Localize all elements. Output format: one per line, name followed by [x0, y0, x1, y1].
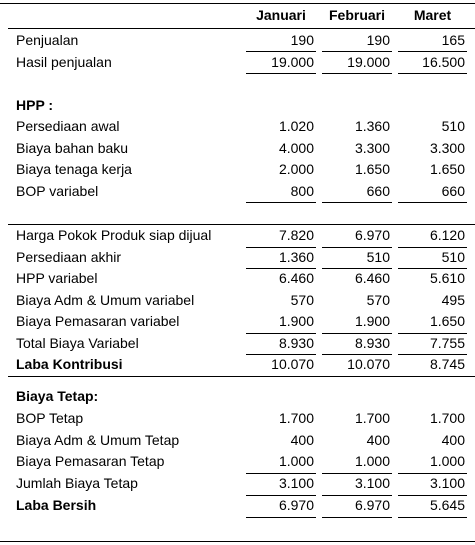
- table-row: [0, 138, 475, 160]
- cell-februari: 3.100: [354, 475, 390, 491]
- row-label: BOP variabel: [16, 182, 99, 199]
- cell-maret: 1.700: [429, 410, 465, 426]
- section-heading-hpp: HPP :: [16, 96, 54, 113]
- table-row: [0, 451, 475, 473]
- header-februari: Februari: [328, 7, 385, 23]
- cell-januari: 2.000: [278, 161, 314, 177]
- cell-februari: 6.460: [354, 270, 390, 286]
- cell-januari: 1.020: [278, 118, 314, 134]
- cell-maret: 3.300: [429, 139, 465, 156]
- table-row: [0, 311, 475, 333]
- cell-maret: 510: [441, 118, 465, 134]
- cell-januari: 1.700: [278, 410, 314, 426]
- table-row: [0, 333, 475, 355]
- cell-maret: 400: [441, 431, 465, 448]
- cell-februari: 400: [366, 431, 390, 448]
- cell-februari: 190: [366, 32, 390, 48]
- total-line: [246, 517, 316, 518]
- cell-maret: 510: [441, 248, 465, 265]
- table-row: [0, 73, 475, 95]
- cell-februari: 570: [366, 291, 390, 308]
- cell-februari: 1.700: [354, 410, 390, 426]
- cell-januari: 6.460: [278, 270, 314, 286]
- row-label: Biaya Pemasaran variabel: [16, 313, 180, 329]
- total-line: [398, 517, 467, 518]
- cell-januari: 1.000: [278, 453, 314, 469]
- table-row: [0, 30, 475, 52]
- cell-februari: 8.930: [354, 334, 390, 351]
- cell-februari: 6.970: [354, 496, 390, 513]
- table-row: [0, 159, 475, 181]
- cell-maret: 1.000: [429, 453, 465, 469]
- row-label: Biaya tenaga kerja: [16, 161, 132, 177]
- cell-maret: 7.755: [429, 334, 465, 351]
- total-line: [322, 517, 392, 518]
- cell-maret: 5.645: [429, 496, 465, 513]
- row-label: Persediaan awal: [16, 118, 120, 134]
- row-label: BOP Tetap: [16, 410, 84, 426]
- table-row: [0, 386, 475, 408]
- table-row: [0, 430, 475, 452]
- cell-februari: 510: [366, 248, 390, 265]
- cell-januari: 3.100: [278, 475, 314, 491]
- row-label: Biaya bahan baku: [16, 139, 129, 156]
- row-label: Penjualan: [16, 32, 79, 48]
- table-row: [0, 202, 475, 224]
- cell-maret: 660: [441, 182, 465, 199]
- cell-januari: 19.000: [271, 53, 314, 70]
- table-row: [0, 354, 475, 376]
- cell-februari: 10.070: [347, 356, 390, 372]
- cell-januari: 190: [290, 32, 314, 48]
- table-row: [0, 52, 475, 74]
- cell-maret: 1.650: [429, 313, 465, 329]
- cell-februari: 660: [366, 182, 390, 199]
- table-row: [0, 495, 475, 517]
- row-label: Persediaan akhir: [16, 248, 122, 265]
- cell-maret: 16.500: [422, 53, 465, 70]
- row-label: Total Biaya Variabel: [16, 334, 139, 351]
- row-label: Jumlah Biaya Tetap: [16, 475, 138, 491]
- row-label: Biaya Pemasaran Tetap: [16, 453, 165, 469]
- table-row: [0, 268, 475, 290]
- cell-januari: 800: [290, 182, 314, 199]
- cell-maret: 495: [441, 291, 465, 308]
- cell-januari: 400: [290, 431, 314, 448]
- table-row: [0, 290, 475, 312]
- table-row: [0, 181, 475, 203]
- cell-januari: 8.930: [278, 334, 314, 351]
- row-label: [16, 73, 244, 95]
- header-maret: Maret: [413, 7, 452, 23]
- cell-februari: 3.300: [354, 139, 390, 156]
- cell-januari: 570: [290, 291, 314, 308]
- row-label: Biaya Adm & Umum variabel: [16, 291, 195, 308]
- row-label-laba-kontribusi: Laba Kontribusi: [16, 356, 123, 372]
- cell-januari: 1.360: [278, 248, 314, 265]
- table-row: [0, 247, 475, 269]
- cell-januari: 1.900: [278, 313, 314, 329]
- row-label-laba-bersih: Laba Bersih: [16, 496, 97, 513]
- row-label: Biaya Adm & Umum Tetap: [16, 431, 180, 448]
- cell-februari: 1.360: [354, 118, 390, 134]
- top-border: [0, 3, 475, 4]
- cell-februari: 6.970: [354, 227, 390, 243]
- header-row: [0, 5, 475, 27]
- cell-maret: 165: [441, 32, 465, 48]
- row-label: Hasil penjualan: [16, 53, 112, 70]
- section-heading-biaya-tetap: Biaya Tetap:: [16, 388, 99, 404]
- cell-januari: 7.820: [278, 227, 314, 243]
- cell-januari: 4.000: [278, 139, 314, 156]
- cell-februari: 1.900: [354, 313, 390, 329]
- cell-januari: 6.970: [278, 496, 314, 513]
- table-row: [0, 116, 475, 138]
- row-label: Harga Pokok Produk siap dijual: [16, 227, 212, 243]
- cell-februari: 1.000: [354, 453, 390, 469]
- table-row: [0, 473, 475, 495]
- cell-maret: 1.650: [429, 161, 465, 177]
- cell-maret: 5.610: [429, 270, 465, 286]
- table-row: [0, 225, 475, 247]
- cell-maret: 3.100: [429, 475, 465, 491]
- header-divider: [8, 28, 475, 29]
- bottom-border: [0, 541, 475, 542]
- cell-februari: 1.650: [354, 161, 390, 177]
- cell-maret: 8.745: [429, 356, 465, 372]
- cell-maret: 6.120: [429, 227, 465, 243]
- table-row: [0, 95, 475, 117]
- cell-januari: 10.070: [271, 356, 314, 372]
- table-row: [0, 408, 475, 430]
- row-label: HPP variabel: [16, 270, 98, 286]
- header-januari: Januari: [256, 7, 306, 23]
- row-label: [16, 202, 244, 224]
- cell-februari: 19.000: [347, 53, 390, 70]
